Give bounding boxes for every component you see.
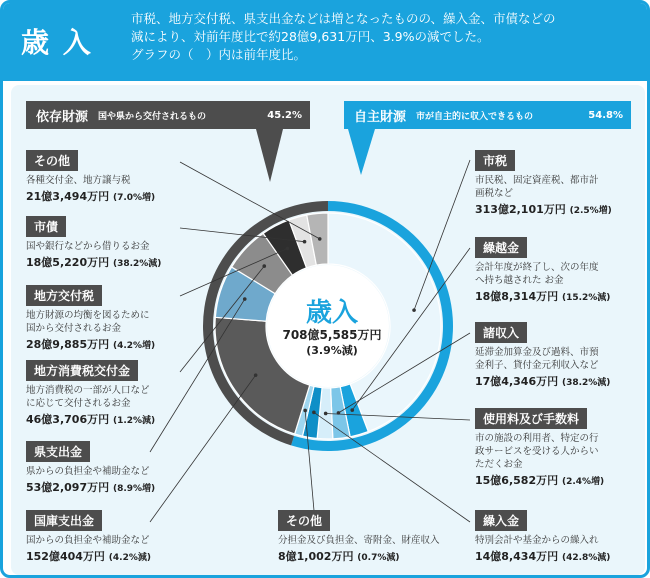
slice-label-fees xyxy=(475,408,604,488)
page-title: 歳 入 xyxy=(21,26,93,59)
dependent-source-name: 依存財源 xyxy=(36,109,89,125)
slice-desc: 地方財源の均衡を図るために 国から交付されるお金 xyxy=(26,310,150,334)
center-total: 708億5,585万円 xyxy=(282,328,382,342)
leader-dot xyxy=(286,247,290,251)
slice-name: 地方交付税 xyxy=(26,285,102,306)
slice-name: 繰入金 xyxy=(475,510,527,531)
slice-amount: 8億1,002万円 (0.7%減) xyxy=(278,550,400,563)
slice-name: 繰越金 xyxy=(475,237,527,258)
leader-dot xyxy=(254,373,258,377)
slice-name: 国庫支出金 xyxy=(26,510,102,531)
summary-line: 減により、対前年度比で約28億9,631万円、3.9%の減でした。 xyxy=(131,29,490,44)
slice-label-municipal-bonds xyxy=(26,216,161,270)
slice-amount: 28億9,885万円 (4.2%増) xyxy=(26,338,156,351)
leader-dot xyxy=(312,411,316,415)
summary-line: 市税、地方交付税、県支出金などは増となったものの、繰入金、市債などの xyxy=(131,11,556,26)
slice-name: 諸収入 xyxy=(475,322,527,343)
slice-name: 使用料及び手数料 xyxy=(475,408,587,429)
slice-label-city-tax xyxy=(475,150,612,217)
slice-amount: 14億8,434万円 (42.8%減) xyxy=(475,550,611,563)
slice-desc: 地方消費税の一部が人口など に応じて交付されるお金 xyxy=(26,385,150,409)
own-source-percent: 54.8% xyxy=(588,109,623,121)
slice-desc: 国からの負担金や補助金など xyxy=(26,535,150,546)
slice-amount: 46億3,706万円 (1.2%減) xyxy=(26,413,156,426)
slice-label-other-own xyxy=(278,510,440,564)
slice-label-transfers xyxy=(475,510,610,564)
slice-name: その他 xyxy=(26,150,78,171)
center-title: 歳入 xyxy=(305,298,358,328)
leader-dot xyxy=(324,412,328,416)
slice-desc: 特別会計や基金からの繰入れ xyxy=(475,535,599,546)
leader-line xyxy=(180,162,320,239)
leader-dot xyxy=(303,240,307,244)
slice-amount: 21億3,494万円 (7.0%増) xyxy=(26,190,156,203)
slice-amount: 152億404万円 (4.2%減) xyxy=(26,550,151,563)
slice-name: 市債 xyxy=(26,216,66,237)
dependent-source-pointer xyxy=(256,129,283,182)
dependent-source-percent: 45.2% xyxy=(267,109,302,121)
slice-amount: 18億8,314万円 (15.2%減) xyxy=(475,290,611,303)
slice-name: 市税 xyxy=(475,150,515,171)
slice-desc: 分担金及び負担金、寄附金、財産収入 xyxy=(278,535,440,546)
leader-dot xyxy=(262,264,266,268)
slice-label-misc-income xyxy=(475,322,610,389)
slice-amount: 15億6,582万円 (2.4%増) xyxy=(475,474,605,487)
slice-desc: 国や銀行などから借りるお金 xyxy=(26,241,150,252)
slice-desc: 市民税、固定資産税、都市計 画税など xyxy=(475,175,599,199)
summary-line: グラフの（ ）内は前年度比。 xyxy=(131,47,307,62)
center-change: (3.9%減) xyxy=(306,344,358,357)
slice-label-other-dependent xyxy=(26,150,155,204)
own-source-tag xyxy=(344,101,631,129)
slice-label-national-disbursement xyxy=(26,510,151,564)
slice-desc: 市の施設の利用者、特定の行 政サービスを受ける人からい ただくお金 xyxy=(475,433,599,470)
leader-dot xyxy=(303,409,307,413)
slice-amount: 18億5,220万円 (38.2%減) xyxy=(26,256,162,269)
own-source-name: 自主財源 xyxy=(354,109,407,125)
leader-dot xyxy=(318,237,322,241)
slice-amount: 313億2,101万円 (2.5%増) xyxy=(475,203,612,216)
dependent-source-tag xyxy=(26,101,310,129)
slice-desc: 県からの負担金や補助金など xyxy=(26,466,150,477)
leader-dot xyxy=(412,308,416,312)
slice-desc: 延滞金加算金及び過料、市預 金利子、貸付金元利収入など xyxy=(475,347,599,371)
slice-label-prefectural-disbursement xyxy=(26,441,155,495)
slice-name: 県支出金 xyxy=(26,441,90,462)
chart-center-label xyxy=(272,298,392,358)
leader-dot xyxy=(350,408,354,412)
slice-label-carryover xyxy=(475,237,610,304)
own-source-pointer xyxy=(348,129,375,175)
slice-name: その他 xyxy=(278,510,330,531)
slice-desc: 会計年度が終了し、次の年度 へ持ち越された お金 xyxy=(475,262,599,286)
leader-line xyxy=(150,375,256,522)
slice-amount: 53億2,097万円 (8.9%増) xyxy=(26,481,156,494)
slice-label-local-allocation-tax xyxy=(26,285,155,352)
slice-desc: 各種交付金、地方譲与税 xyxy=(26,175,131,186)
slice-amount: 17億4,346万円 (38.2%減) xyxy=(475,375,611,388)
leader-dot xyxy=(243,297,247,301)
dependent-source-note: 国や県から交付されるもの xyxy=(98,111,207,122)
own-source-note: 市が自主的に収入できるもの xyxy=(416,111,534,122)
slice-name: 地方消費税交付金 xyxy=(26,360,138,381)
slice-label-local-consumption-tax xyxy=(26,360,155,427)
